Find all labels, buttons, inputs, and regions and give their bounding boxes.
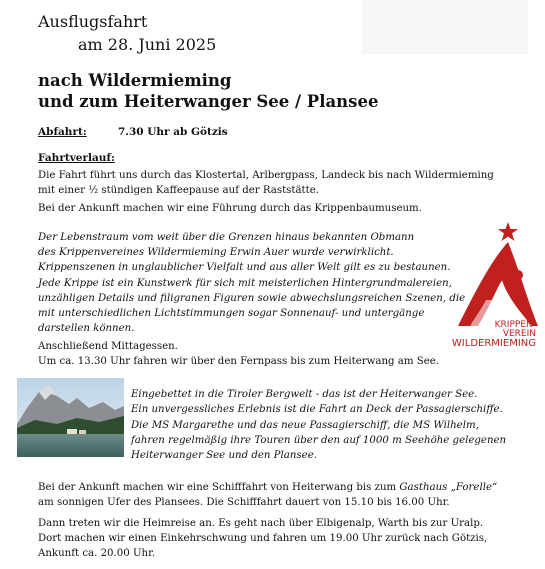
paragraph-boat-trip-line-2: am sonnigen Ufer des Plansees. Die Schifffahrt dauert von 15.10 bis 16.00 Uhr.	[38, 497, 450, 508]
headline-line-1: nach Wildermieming	[38, 71, 232, 90]
caption-line: fahren regelmäßig ihre Touren über den auf 1000 m Seehöhe gelegenen	[131, 434, 507, 446]
paragraph-boat-trip-line-1	[38, 480, 497, 495]
departure	[38, 126, 228, 138]
headline	[38, 70, 378, 112]
lake-caption	[131, 387, 506, 463]
paragraph-route-line-1: Die Fahrt führt uns durch das Klostertal, Arlbergpass, Landeck bis nach Wildermieming	[38, 170, 494, 181]
italic-line: des Krippenvereines Wildermieming Erwin Auer wurde verwirklicht.	[38, 247, 394, 259]
paragraph-lunch-line-1: Anschließend Mittagessen.	[38, 341, 178, 352]
caption-line: Die MS Margarethe und das neue Passagierschiff, die MS Wilhelm,	[131, 419, 479, 431]
itinerary-heading: Fahrtverlauf:	[38, 152, 115, 164]
lake-mountain-photo	[17, 378, 124, 457]
italic-line: Krippenszenen in unglaublicher Vielfalt und aus aller Welt gilt es zu bestaunen.	[38, 262, 451, 274]
italic-line: darstellen können.	[38, 323, 135, 335]
return-line: Dort machen wir einen Einkehrschwung und fahren um 19.00 Uhr zurück nach Götzis,	[38, 533, 488, 544]
paragraph-return	[38, 516, 487, 561]
italic-line: mit unterschiedlichen Lichtstimmungen sogar Sonnenauf- und untergänge	[38, 308, 425, 320]
paragraph-lunch-line-2: Um ca. 13.30 Uhr fahren wir über den Fernpass bis zum Heiterwang am See.	[38, 356, 440, 367]
logo-text-line-1: KRIPPEN-	[494, 320, 536, 330]
italic-line: Jede Krippe ist ein Kunstwerk für sich mit meisterlichen Hintergrundmalereien,	[38, 277, 452, 289]
paragraph-lunch	[38, 339, 439, 369]
logo-text-line-3: WILDERMIEMING	[451, 338, 536, 348]
headline-line-2: und zum Heiterwanger See / Plansee	[38, 92, 379, 111]
departure-label: Abfahrt:	[38, 126, 87, 138]
departure-value: 7.30 Uhr ab Götzis	[118, 126, 228, 138]
gasthaus-name: Gasthaus „Forelle“	[399, 482, 498, 493]
paragraph-museum: Bei der Ankunft machen wir eine Führung durch das Krippenbaumuseum.	[38, 203, 422, 214]
return-line: Dann treten wir die Heimreise an. Es geht nach über Elbigenalp, Warth bis zur Uralp.	[38, 518, 484, 529]
logo-text-line-2: VEREIN	[502, 329, 536, 339]
return-line: Ankunft ca. 20.00 Uhr.	[38, 548, 156, 559]
caption-line: Eingebettet in die Tiroler Bergwelt - das ist der Heiterwanger See.	[131, 389, 478, 400]
italic-line: unzähligen Details und filigranen Figuren sowie abwechslungsreichen Szenen, die	[38, 292, 466, 304]
title-line-1: Ausflugsfahrt	[38, 12, 148, 31]
caption-line: Heiterwanger See und den Plansee.	[131, 450, 317, 462]
paragraph-route	[38, 168, 494, 198]
caption-line: Ein unvergessliches Erlebnis ist die Fahrt an Deck der Passagierschiffe.	[131, 404, 503, 416]
corner-box	[362, 0, 528, 54]
paragraph-italic-museum	[38, 230, 465, 336]
paragraph-route-line-2: mit einer ½ stündigen Kaffeepause auf der Raststätte.	[38, 185, 320, 196]
title-date: am 28. Juni 2025	[78, 35, 217, 54]
paragraph-boat-trip	[38, 480, 497, 510]
boat-trip-text: Bei der Ankunft machen wir eine Schifffahrt von Heiterwang bis zum	[38, 482, 400, 493]
krippenverein-logo	[448, 220, 538, 348]
italic-line: Der Lebenstraum vom weit über die Grenzen hinaus bekannten Obmann	[38, 232, 415, 243]
